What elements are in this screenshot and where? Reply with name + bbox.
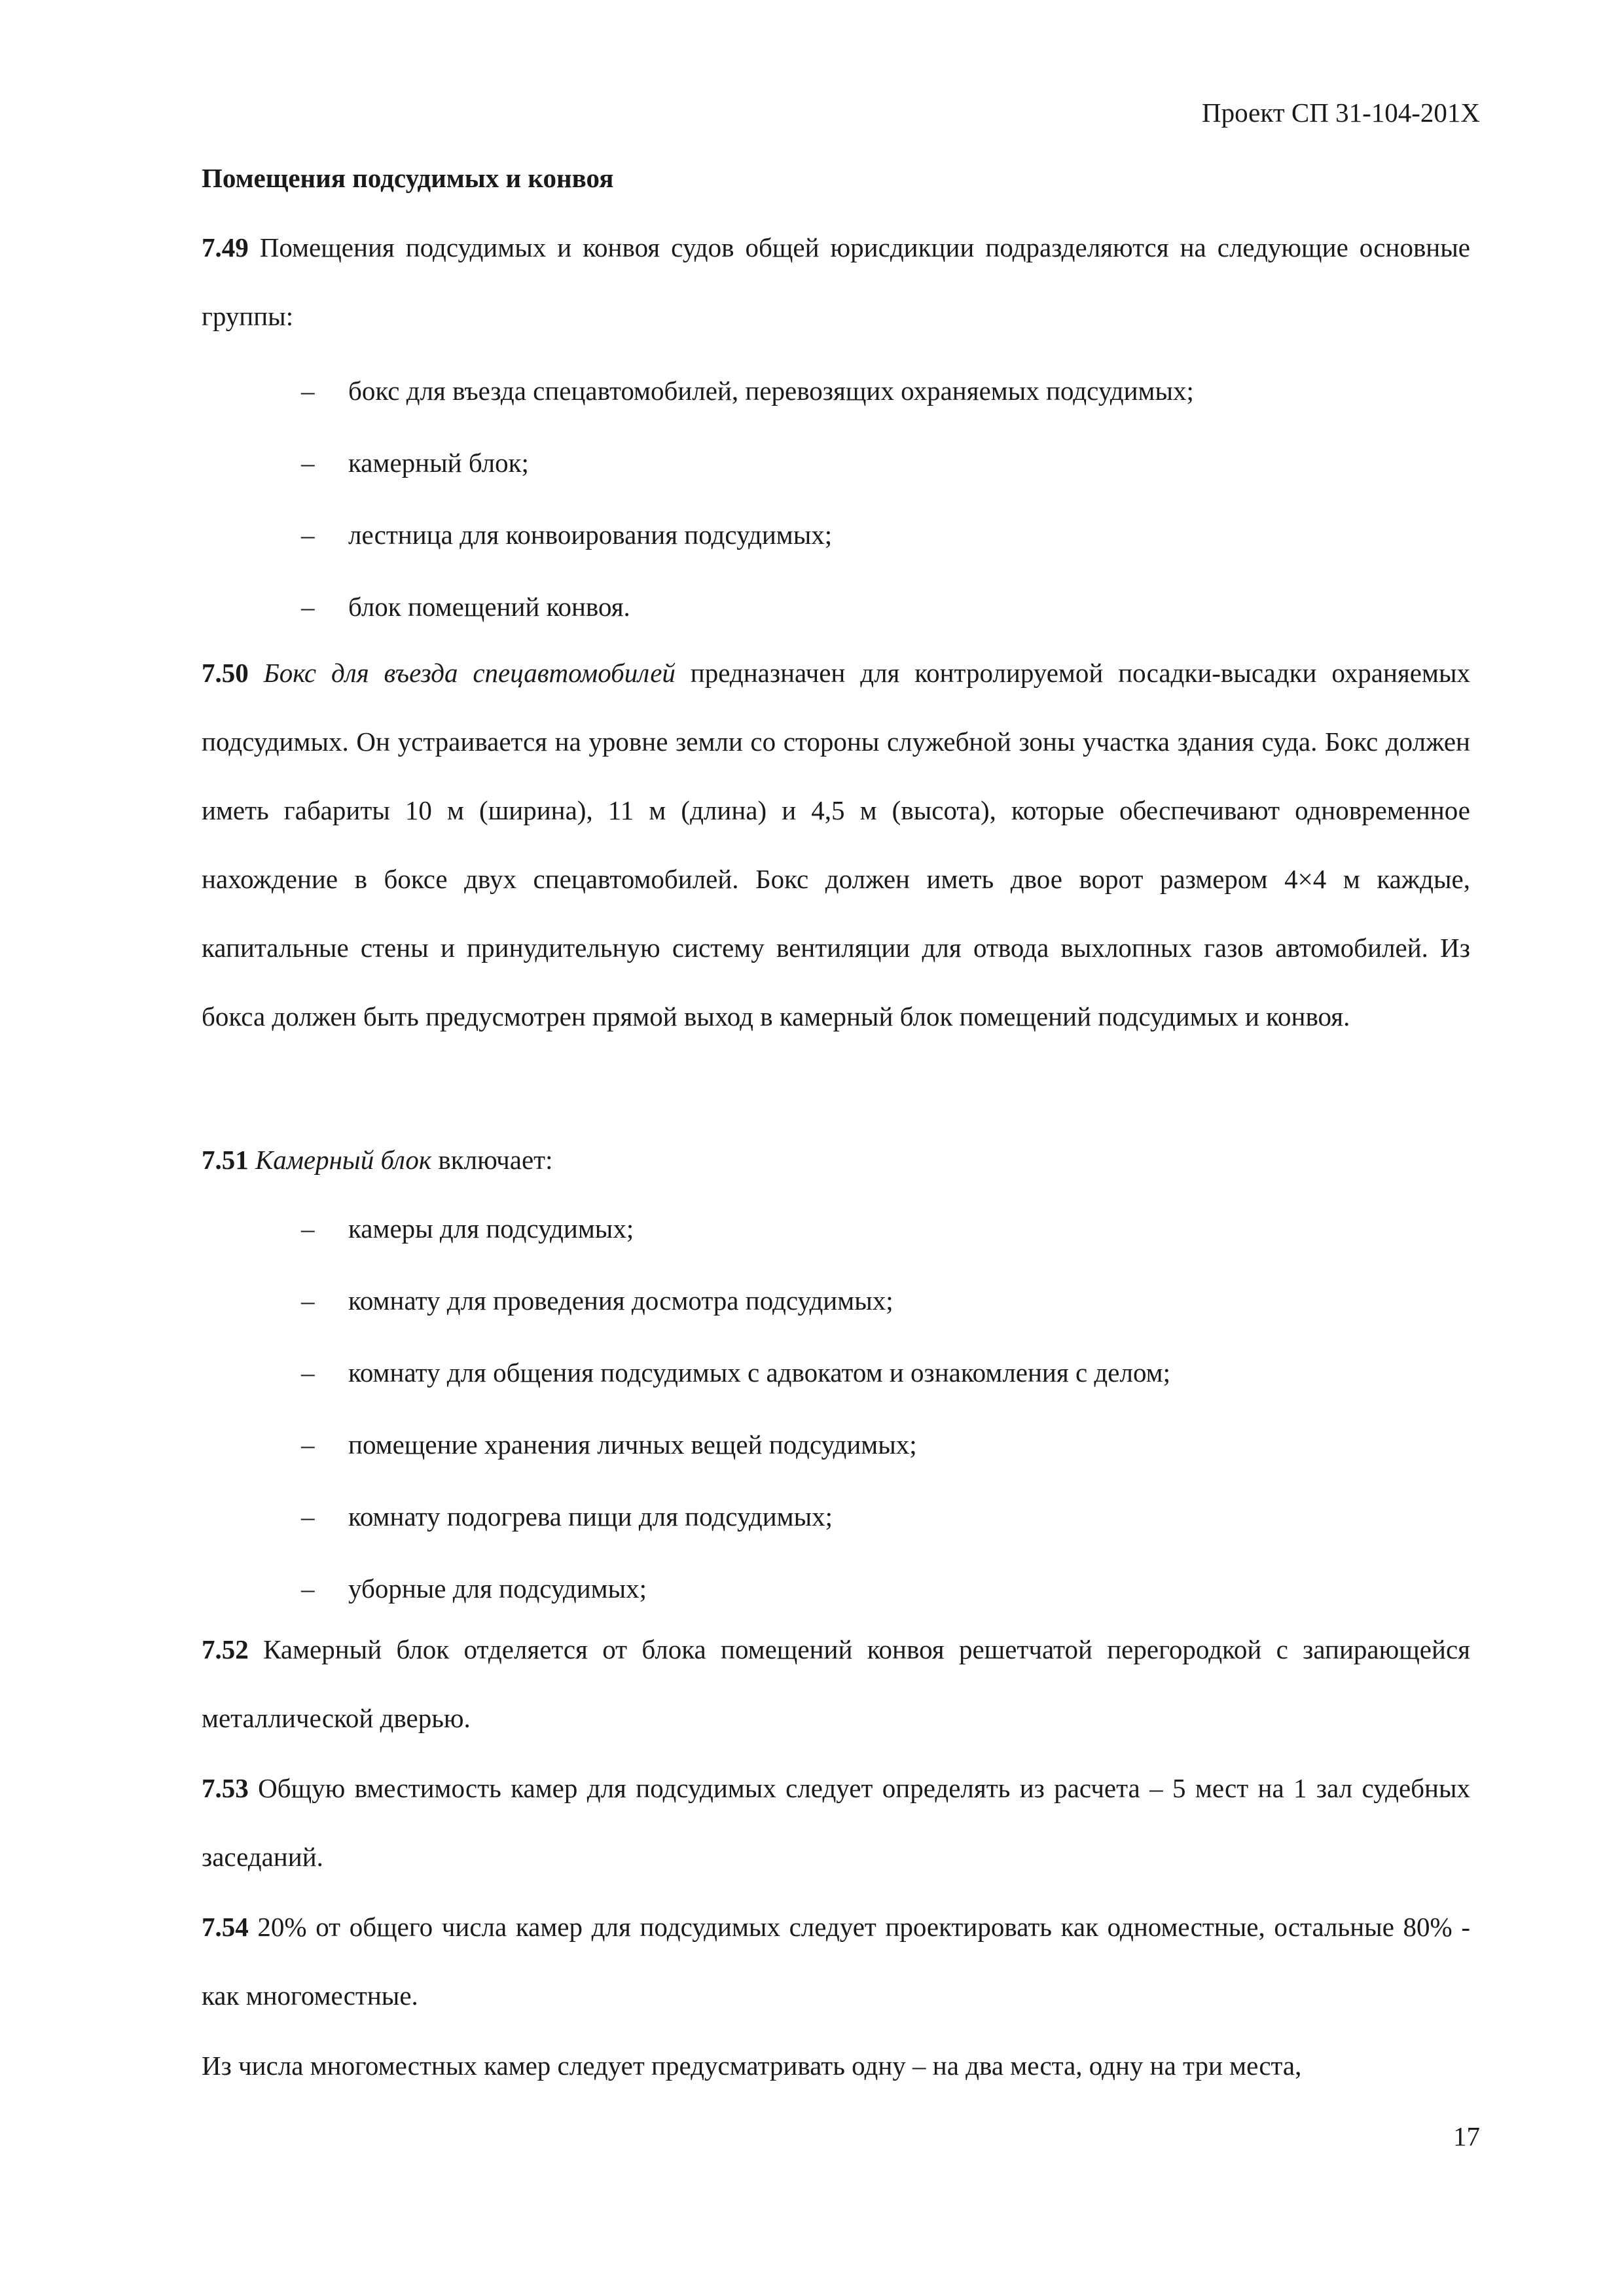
clause-number: 7.54: [202, 1912, 249, 1942]
list-item: – лестница для конвоирования подсудимых;: [301, 499, 1466, 571]
paragraph-7-49: [154, 213, 1470, 351]
page-number: 17: [1453, 2121, 1480, 2151]
list-camera-block: [301, 1193, 1466, 1624]
paragraph-7-51: [154, 1126, 1470, 1194]
clause-number: 7.51: [202, 1145, 249, 1175]
dash-bullet: –: [301, 520, 315, 550]
paragraph-7-54: [154, 1893, 1470, 2030]
list-item: – комнату для общения подсудимых с адвокатом и ознакомления с делом;: [301, 1336, 1466, 1408]
paragraph-text: Камерный блок отделяется от блока помещений конвоя решетчатой перегородкой с запирающейся металлической дверью.: [202, 1634, 1470, 1733]
list-item: – помещение хранения личных вещей подсудимых;: [301, 1408, 1466, 1480]
dash-bullet: –: [301, 376, 315, 406]
list-groups: [301, 355, 1466, 643]
paragraph-text: Из числа многоместных камер следует предусматривать одну – на два места, одну на три места,: [202, 2051, 1302, 2081]
dash-bullet: –: [301, 1573, 315, 1604]
list-item: – бокс для въезда спецавтомобилей, перевозящих охраняемых подсудимых;: [301, 355, 1466, 427]
italic-term: Камерный блок: [255, 1145, 432, 1175]
list-item: – комнату подогрева пищи для подсудимых;: [301, 1480, 1466, 1552]
paragraph-text: предназначен для контролируемой посадки-высадки охраняемых подсудимых. Он устраивается на уровне земли со стороны служебной зоны участка здания суда. Бокс должен иметь габариты 10 м (ширина), 11 м (длина) и 4,5 м (высота), которые обеспечивают одновременное нахождение в боксе двух спецавтомобилей. Бокс должен иметь двое ворот размером 4×4 м каждые, капитальные стены и принудительную систему вентиляции для отвода выхлопных газов автомобилей. Из бокса должен быть предусмотрен прямой выход в камерный блок помещений подсудимых и конвоя.: [202, 658, 1470, 1031]
list-item: – комнату для проведения досмотра подсудимых;: [301, 1265, 1466, 1336]
paragraph-continuation: [154, 2032, 1470, 2100]
list-item: – блок помещений конвоя.: [301, 571, 1466, 643]
clause-number: 7.52: [202, 1634, 249, 1664]
paragraph-text: 20% от общего числа камер для подсудимых следует проектировать как одноместные, остальные 80% - как многоместные.: [202, 1912, 1470, 2011]
dash-bullet: –: [301, 448, 315, 478]
list-item: – камеры для подсудимых;: [301, 1193, 1466, 1265]
dash-bullet: –: [301, 1501, 315, 1532]
paragraph-7-50: [154, 639, 1470, 1051]
clause-number: 7.53: [202, 1773, 249, 1803]
dash-bullet: –: [301, 1429, 315, 1460]
paragraph-text: включает:: [431, 1145, 553, 1175]
list-item: – уборные для подсудимых;: [301, 1552, 1466, 1624]
dash-bullet: –: [301, 592, 315, 622]
paragraph-7-53: [154, 1754, 1470, 1892]
paragraph-text: Помещения подсудимых и конвоя судов общей юрисдикции подразделяются на следующие основные группы:: [202, 232, 1470, 331]
paragraph-text: Общую вместимость камер для подсудимых следует определять из расчета – 5 мест на 1 зал судебных заседаний.: [202, 1773, 1470, 1872]
dash-bullet: –: [301, 1357, 315, 1388]
page-header: Проект СП 31-104-201Х: [1202, 98, 1480, 128]
clause-number: 7.49: [202, 232, 249, 262]
dash-bullet: –: [301, 1213, 315, 1244]
paragraph-7-52: [154, 1615, 1470, 1753]
clause-number: 7.50: [202, 658, 249, 688]
italic-term: Бокс для въезда спецавтомобилей: [263, 658, 676, 688]
dash-bullet: –: [301, 1285, 315, 1316]
list-item: – камерный блок;: [301, 427, 1466, 499]
section-title: Помещения подсудимых и конвоя: [202, 163, 614, 193]
